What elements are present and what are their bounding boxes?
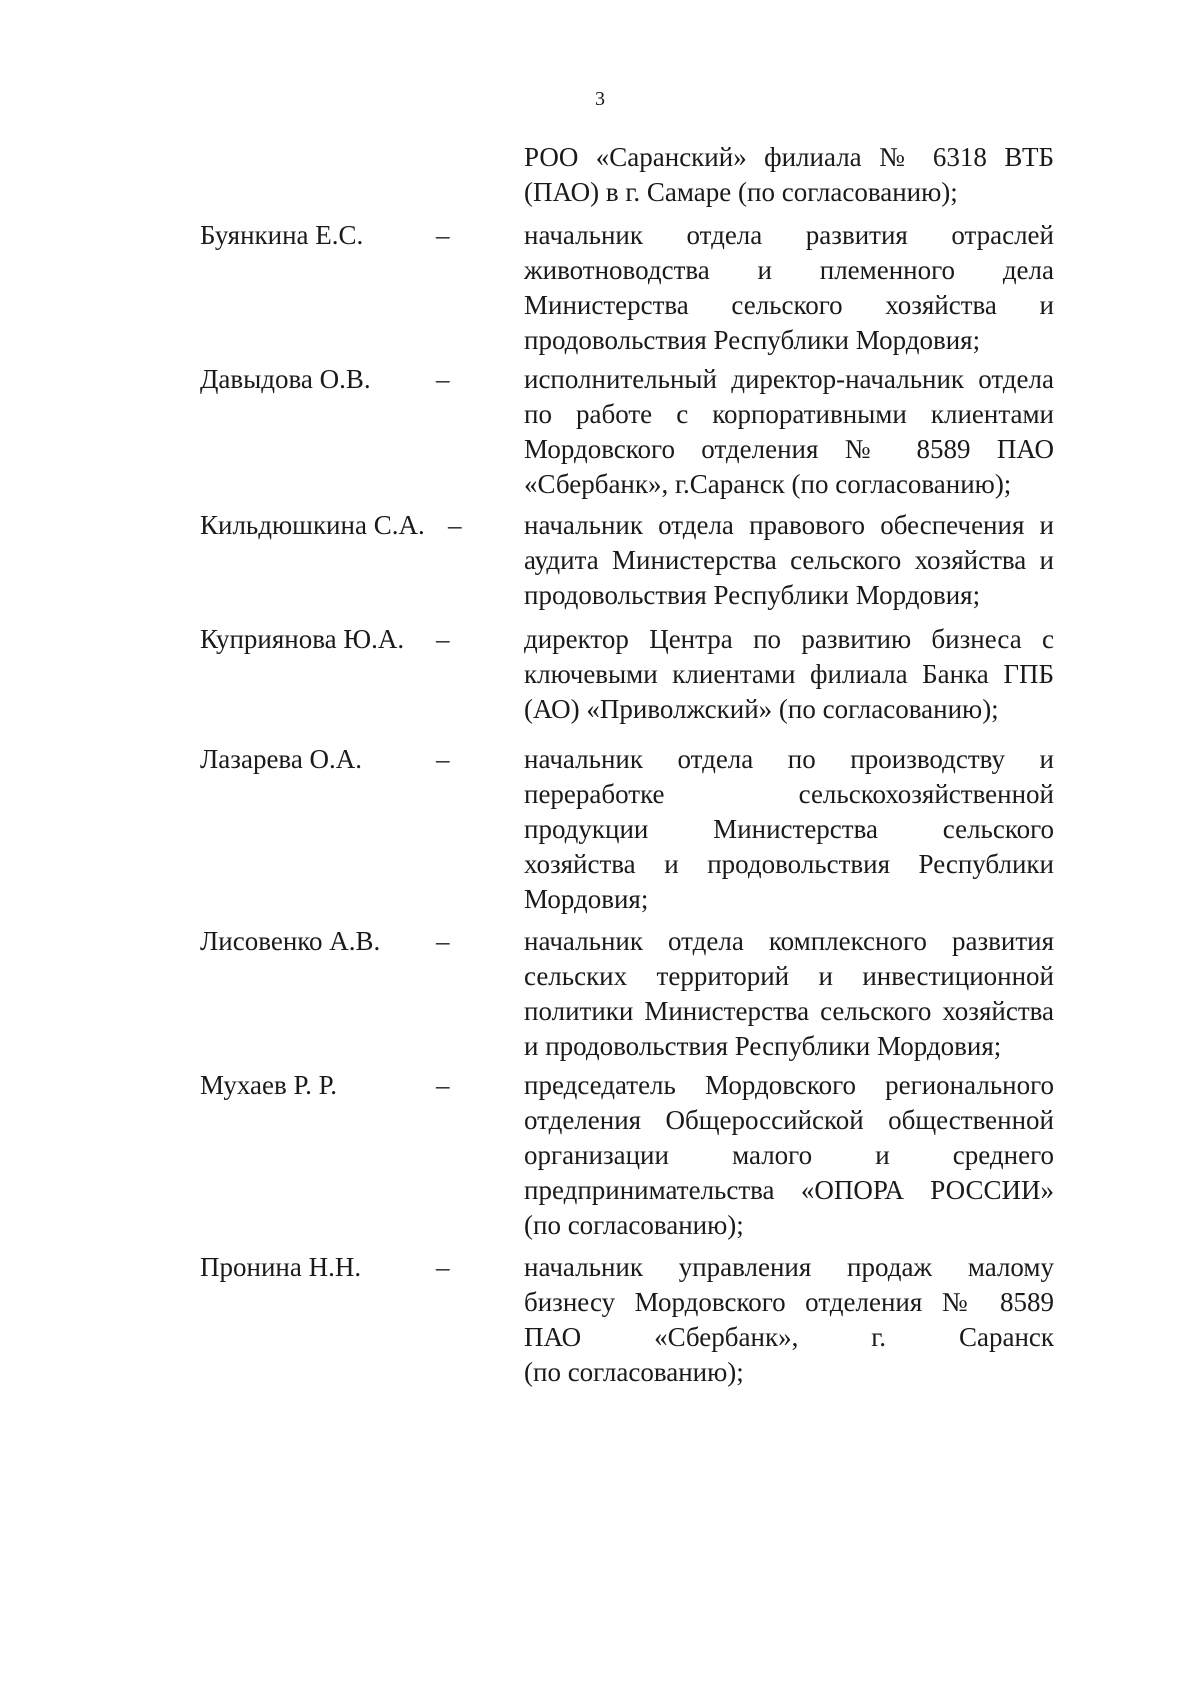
member-name: Кильдюшкина С.А. (200, 510, 425, 540)
position-line: аудита Министерства сельского хозяйства и (524, 545, 1054, 575)
position-line: начальник отдела правового обеспечения и (524, 510, 1054, 540)
position-line: продовольствия Республики Мордовия; (524, 580, 981, 610)
member-name: Мухаев Р. Р. (200, 1070, 337, 1100)
position-line: Министерства сельского хозяйства и (524, 290, 1054, 320)
position-line: ПАО «Сбербанк», г. Саранск (524, 1322, 1054, 1352)
position-line: Мордовского отделения № 8589 ПАО (524, 434, 1054, 464)
position-line: сельских территорий и инвестиционной (524, 961, 1054, 991)
position-line: (АО) «Приволжский» (по согласованию); (524, 694, 999, 724)
member-entry (200, 622, 1054, 727)
member-entry (200, 362, 1054, 502)
member-name: Пронина Н.Н. (200, 1252, 362, 1282)
position-line: переработке сельскохозяйственной (524, 779, 1054, 809)
position-line: начальник отдела комплексного развития (524, 926, 1054, 956)
position-line: начальник отдела развития отраслей (524, 220, 1054, 250)
position-line: животноводства и племенного дела (524, 255, 1054, 285)
position-line: продукции Министерства сельского (524, 814, 1054, 844)
member-entry (200, 508, 1054, 613)
member-position (524, 218, 1054, 358)
member-position (524, 924, 1054, 1064)
dash-separator: – (448, 510, 462, 540)
member-name: Буянкина Е.С. (200, 220, 364, 250)
position-line: (по согласованию); (524, 1357, 744, 1387)
dash-separator: – (436, 1070, 450, 1100)
page-number: 3 (595, 88, 605, 110)
dash-separator: – (436, 220, 450, 250)
continuation-line: (ПАО) в г. Самаре (по согласованию); (524, 177, 958, 207)
member-name: Куприянова Ю.А. (200, 624, 405, 654)
position-line: директор Центра по развитию бизнеса с (524, 624, 1054, 654)
member-name: Лазарева О.А. (200, 744, 363, 774)
member-entry (200, 924, 1054, 1064)
member-position (524, 622, 1054, 727)
member-position (524, 1068, 1054, 1243)
member-entry (200, 218, 1054, 358)
dash-separator: – (436, 1252, 450, 1282)
position-line: бизнесу Мордовского отделения № 8589 (524, 1287, 1054, 1317)
position-line: отделения Общероссийской общественной (524, 1105, 1054, 1135)
position-line: политики Министерства сельского хозяйства (524, 996, 1054, 1026)
member-position (524, 742, 1054, 917)
position-line: (по согласованию); (524, 1210, 744, 1240)
member-position (524, 362, 1054, 502)
member-position (524, 1250, 1054, 1390)
position-line: начальник отдела по производству и (524, 744, 1054, 774)
dash-separator: – (436, 926, 450, 956)
continuation-line: РОО «Саранский» филиала № 6318 ВТБ (524, 142, 1054, 172)
member-position (524, 508, 1054, 613)
member-name: Давыдова О.В. (200, 364, 371, 394)
position-line: и продовольствия Республики Мордовия; (524, 1031, 1002, 1061)
dash-separator: – (436, 744, 450, 774)
position-line: по работе с корпоративными клиентами (524, 399, 1054, 429)
member-name: Лисовенко А.В. (200, 926, 381, 956)
position-line: «Сбербанк», г.Саранск (по согласованию); (524, 469, 1012, 499)
member-entry (200, 742, 1054, 917)
member-entry (200, 1068, 1054, 1243)
position-line: хозяйства и продовольствия Республики (524, 849, 1054, 879)
position-line: начальник управления продаж малому (524, 1252, 1054, 1282)
position-line: предпринимательства «ОПОРА РОССИИ» (524, 1175, 1054, 1205)
position-line: ключевыми клиентами филиала Банка ГПБ (524, 659, 1054, 689)
position-line: исполнительный директор-начальник отдела (524, 364, 1054, 394)
position-line: Мордовия; (524, 884, 649, 914)
position-line: организации малого и среднего (524, 1140, 1054, 1170)
position-line: продовольствия Республики Мордовия; (524, 325, 981, 355)
position-line: председатель Мордовского регионального (524, 1070, 1054, 1100)
continuation-text (524, 140, 1054, 210)
member-entry (200, 1250, 1054, 1390)
dash-separator: – (436, 364, 450, 394)
dash-separator: – (436, 624, 450, 654)
